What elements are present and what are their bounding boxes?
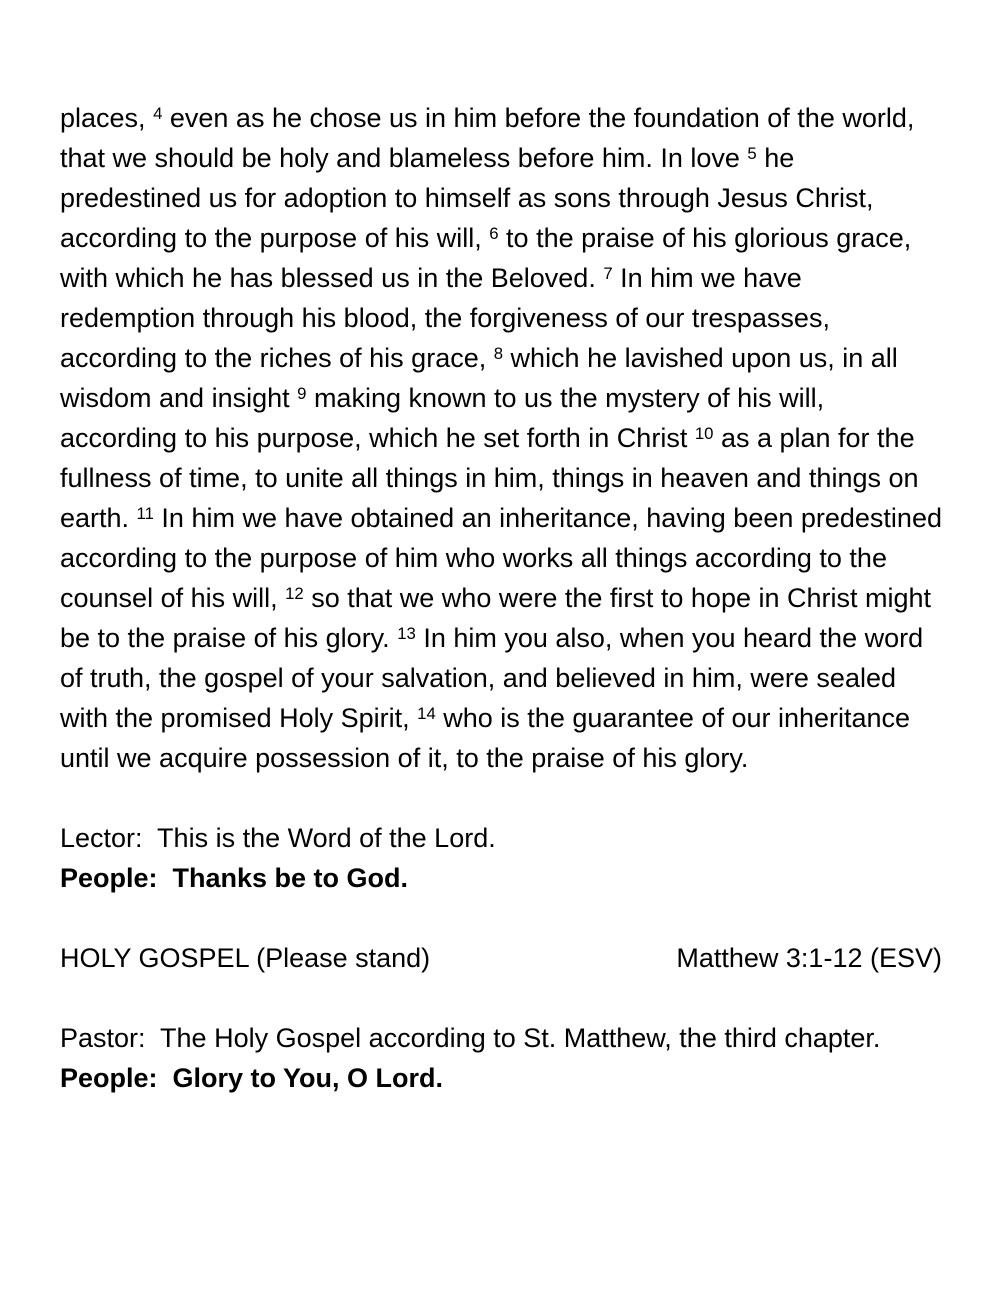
verse-number: 10 [694, 424, 714, 444]
verse-number: 9 [297, 384, 307, 404]
verse-number: 14 [417, 704, 436, 724]
verse-number: 5 [747, 144, 757, 164]
scripture-paragraph: places, $^4$ even as he chose us in him before the foundation of the world, that we should be holy and blameless before him. In love $^5$ he predestined us for adoption to himself as sons through Jesus Christ, according to the purpose of his will, $^6$ to the praise of his glorious grace, with which he has blessed us in the Beloved. $^7$ In him we have redemption through his blood, the forgiveness of our trespasses, according to the riches of his grace, $^8$ which he lavished upon us, in all wisdom and insight $^9$ making known to us the mystery of his will, according to his purpose, which he set forth in Christ $^{10}$ as a plan for the fullness of time, to unite all things in him, things in heaven and things on earth. $^{11}$ In him we have obtained an inheritance, having been predestined according to the purpose of him who works all things according to the counsel of his will, $^{12}$ so that we who were the first to hope in Christ might be to the praise of his glory. $^{13}$ In him you also, when you heard the word of truth, the gospel of your salvation, and believed in him, were sealed with the promised Holy Spirit, $^{14}$ who is the guarantee of our inheritance until we acquire possession of it, to the praise of his glory. [60, 103, 942, 773]
holy-gospel-heading-row [60, 938, 942, 978]
verse-number: 6 [489, 224, 499, 244]
lector-response-line: Lector: This is the Word of the Lord. [60, 823, 496, 853]
verse-number: 11 [136, 504, 154, 524]
people-response-glory-line: People: Glory to You, O Lord. [60, 1063, 444, 1093]
verse-number: 8 [493, 344, 504, 364]
gospel-scripture-reference: Matthew 3:1-12 (ESV) [676, 943, 942, 973]
verse-number: 7 [603, 264, 613, 284]
verse-number: 12 [285, 584, 304, 604]
holy-gospel-title: HOLY GOSPEL (Please stand) [60, 943, 431, 973]
verse-number: 4 [153, 104, 163, 124]
people-response-thanks-line: People: Thanks be to God. [60, 863, 409, 893]
verse-number: 13 [397, 624, 416, 644]
pastor-response-line: Pastor: The Holy Gospel according to St. Matthew, the third chapter. [60, 1023, 881, 1053]
